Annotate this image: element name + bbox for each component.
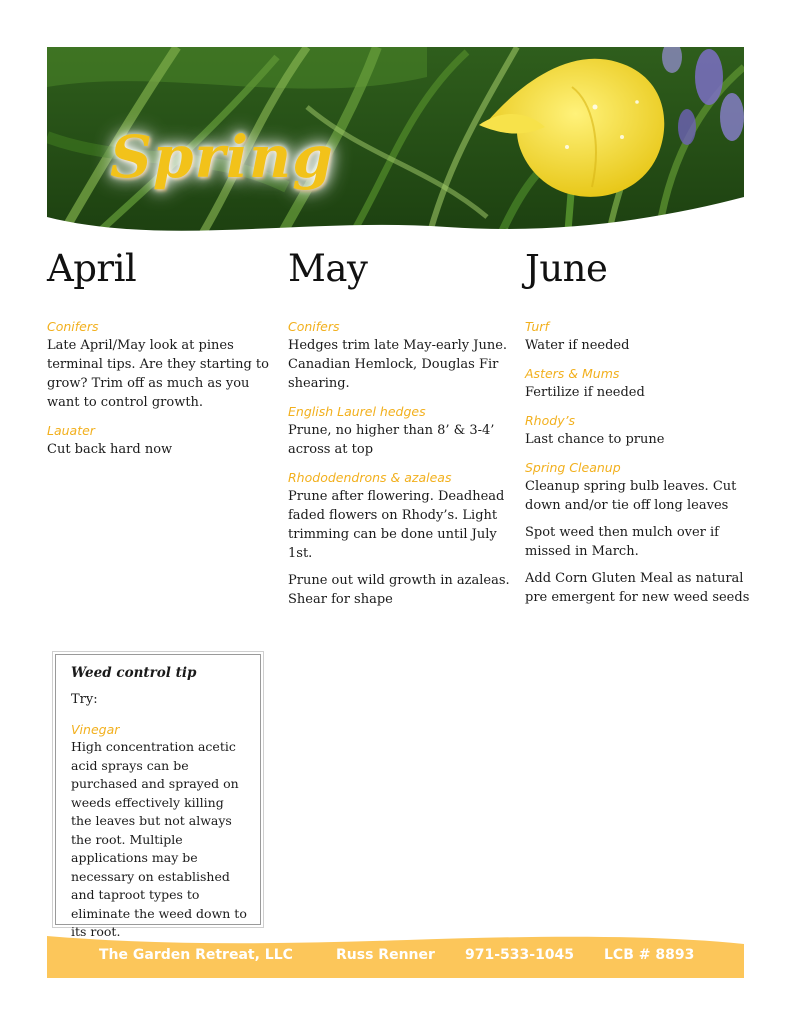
company-name: The Garden Retreat, LLC [99, 947, 293, 963]
section-heading: Conifers [47, 319, 99, 334]
month-title: May [288, 247, 368, 290]
section-heading: Rhody’s [525, 413, 576, 428]
care-section [525, 459, 750, 607]
section-text: Water if needed [525, 338, 630, 353]
care-section [525, 412, 750, 449]
section-text: Last chance to prune [525, 432, 665, 447]
phone-number: 971-533-1045 [465, 947, 575, 963]
section-text: Add Corn Gluten Meal as natural pre emergent for new weed seeds [525, 571, 750, 605]
section-text: Late April/May look at pines terminal tips. Are they starting to grow? Trim off as much as you want to control growth. [47, 338, 269, 410]
section-heading: Turf [525, 319, 549, 334]
section-text: Spot weed then mulch over if missed in March. [525, 525, 719, 559]
section-text: Cleanup spring bulb leaves. Cut down and/or tie off long leaves [525, 479, 737, 513]
section-text: Hedges trim late May-early June. Canadian Hemlock, Douglas Fir shearing. [288, 338, 508, 391]
tip-title: Weed control tip [71, 665, 197, 681]
care-section [525, 318, 750, 355]
care-section [47, 318, 272, 412]
weed-control-tip-box [55, 654, 261, 939]
month-title: April [47, 247, 137, 290]
section-heading: Spring Cleanup [525, 460, 621, 475]
section-text: Prune, no higher than 8’ & 3-4’ across at top [288, 423, 495, 457]
care-section [288, 318, 513, 393]
month-title: June [525, 247, 608, 290]
tip-heading: Vinegar [71, 722, 120, 737]
section-text: Prune out wild growth in azaleas. Shear for shape [288, 573, 510, 607]
section-text: Fertilize if needed [525, 385, 645, 400]
section-heading: Asters & Mums [525, 366, 620, 381]
tip-intro: Try: [71, 692, 98, 707]
section-heading: Conifers [288, 319, 340, 334]
section-heading: Rhododendrons & azaleas [288, 470, 452, 485]
contact-person: Russ Renner [336, 947, 435, 963]
license-number: LCB # 8893 [604, 947, 695, 963]
section-text: Prune after flowering. Deadhead faded flowers on Rhody’s. Light trimming can be done until July 1st. [288, 489, 505, 561]
care-section [525, 365, 750, 402]
section-heading: English Laurel hedges [288, 404, 426, 419]
section-heading: Lauater [47, 423, 95, 438]
care-section [47, 422, 272, 459]
month-column-may [288, 248, 513, 619]
tip-body: High concentration acetic acid sprays can be purchased and sprayed on weeds effectively killing the leaves but not always the root. Multiple applications may be necessary on established and taproot types to eliminate the weed down to its root. [71, 739, 247, 939]
care-section [288, 403, 513, 459]
month-column-june [525, 248, 750, 617]
section-text: Cut back hard now [47, 442, 173, 457]
month-column-april [47, 248, 272, 469]
footer-bar [47, 934, 744, 978]
season-title: Spring [110, 123, 334, 191]
care-section [288, 469, 513, 609]
